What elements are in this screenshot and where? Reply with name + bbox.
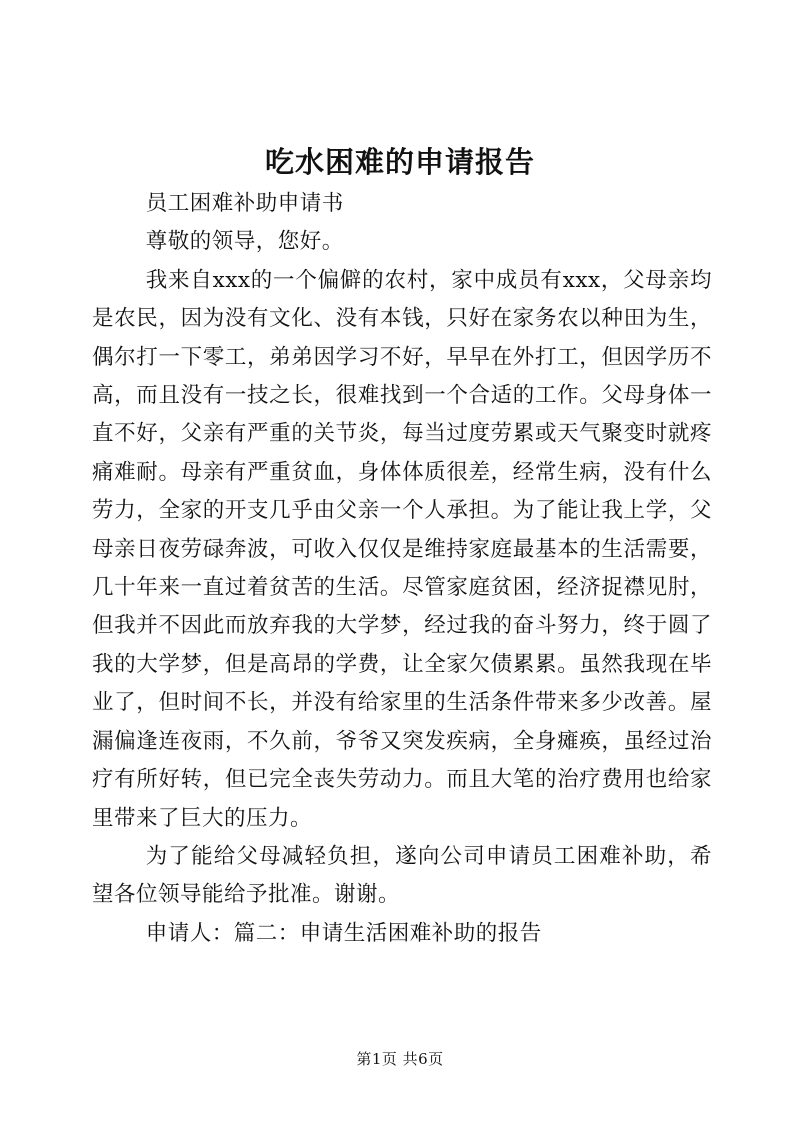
paragraph-heading: 员工困难补助申请书 — [145, 191, 344, 216]
document-body — [92, 185, 712, 953]
paragraph-greeting: 尊敬的领导，您好。 — [145, 229, 344, 255]
paragraph-main: 我来自xxx的一个偏僻的农村，家中成员有xxx，父母亲均是农民，因为没有文化、没有本钱，只好在家务农以种田为生，偶尔打一下零工，弟弟因学习不好，早早在外打工，但因学历不高，而且没有一技之长，很难找到一个合适的工作。父母身体一直不好，父亲有严重的关节炎，每当过度劳累或天气聚变时就疼痛难耐。母亲有严重贫血，身体体质很差，经常生病，没有什么劳力，全家的开支几乎由父亲一个人承担。为了能让我上学，父母亲日夜劳碌奔波，可收入仅仅是维持家庭最基本的生活需要，几十年来一直过着贫苦的生活。尽管家庭贫困，经济捉襟见肘，但我并不因此而放弃我的大学梦，经过我的奋斗努力，终于圆了我的大学梦，但是高昂的学费，让全家欠债累累。虽然我现在毕业了，但时间不长，并没有给家里的生活条件带来多少改善。屋漏偏逢连夜雨，不久前，爷爷又突发疾病，全身瘫痪，虽经过治疗有所好转，但已完全丧失劳动力。而且大笔的治疗费用也给家里带来了巨大的压力。 — [92, 267, 712, 831]
page-footer: 第1页 共6页 — [356, 1050, 444, 1068]
paragraph-request: 为了能给父母减轻负担，遂向公司申请员工困难补助，希望各位领导能给予批准。谢谢。 — [92, 843, 712, 908]
paragraph-signature: 申请人：篇二：申请生活困难补助的报告 — [145, 920, 542, 946]
document-title: 吃水困难的申请报告 — [264, 145, 535, 179]
